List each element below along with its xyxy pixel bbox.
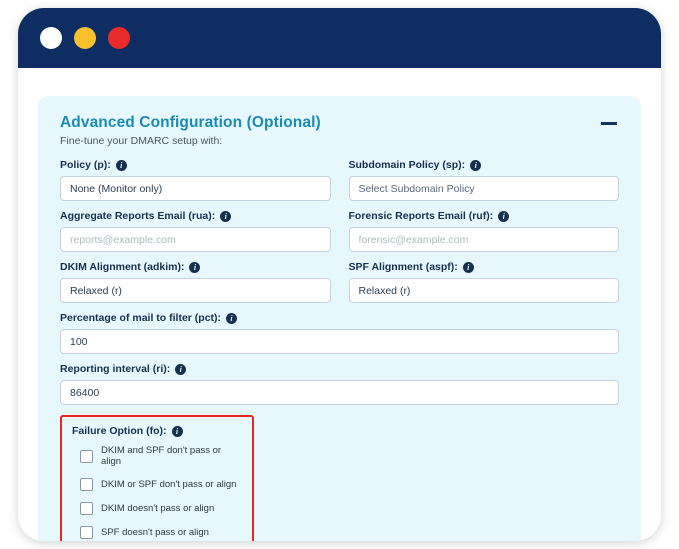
field-percentage (60, 312, 619, 354)
panel-subtitle: Fine-tune your DMARC setup with: (60, 135, 223, 147)
info-icon[interactable]: i (220, 211, 231, 222)
failure-option-group (60, 415, 254, 541)
dkim-alignment-select[interactable] (60, 278, 331, 303)
info-icon[interactable]: i (172, 426, 183, 437)
row-interval (60, 363, 619, 405)
field-dkim-alignment (60, 261, 331, 303)
advanced-configuration-panel (38, 96, 641, 541)
percentage-label-text: Percentage of mail to filter (pct): (60, 312, 222, 324)
field-spf-alignment (349, 261, 620, 303)
app-window (18, 8, 661, 541)
info-icon[interactable]: i (226, 313, 237, 324)
forensic-reports-label-text: Forensic Reports Email (ruf): (348, 210, 494, 222)
failure-option-checkbox-2[interactable] (80, 502, 93, 515)
failure-option-label (72, 425, 242, 437)
policy-label-text: Policy (p): (60, 159, 111, 171)
field-forensic-reports-email (349, 210, 620, 252)
page-body (18, 68, 661, 541)
spf-alignment-label-text: SPF Alignment (aspf): (348, 261, 458, 273)
aggregate-reports-label-text: Aggregate Reports Email (rua): (60, 210, 216, 222)
row-percentage (60, 312, 619, 354)
field-policy (60, 159, 331, 201)
subdomain-policy-label-text: Subdomain Policy (sp): (348, 159, 466, 171)
info-icon[interactable]: i (463, 262, 474, 273)
failure-option-text-0: DKIM and SPF don't pass or align (101, 445, 222, 467)
field-reporting-interval (60, 363, 619, 405)
subdomain-policy-select[interactable] (349, 176, 620, 201)
window-dot-white[interactable] (40, 27, 62, 49)
failure-option-text-3: SPF doesn't pass or align (101, 527, 209, 538)
interval-label (60, 363, 619, 375)
info-icon[interactable]: i (175, 364, 186, 375)
dkim-alignment-label-text: DKIM Alignment (adkim): (60, 261, 185, 273)
row-policy (60, 159, 619, 201)
interval-label-text: Reporting interval (ri): (60, 363, 171, 375)
spf-alignment-label (349, 261, 620, 273)
info-icon[interactable]: i (116, 160, 127, 171)
policy-label (60, 159, 331, 171)
forensic-reports-label (349, 210, 620, 222)
dkim-alignment-label (60, 261, 331, 273)
collapse-panel-button[interactable] (601, 122, 617, 125)
window-dot-yellow[interactable] (74, 27, 96, 49)
spf-alignment-select[interactable] (349, 278, 620, 303)
list-item[interactable] (80, 445, 242, 467)
policy-select[interactable] (60, 176, 331, 201)
interval-input[interactable] (60, 380, 619, 405)
aggregate-reports-label (60, 210, 331, 222)
list-item[interactable] (80, 526, 242, 539)
subdomain-policy-label (349, 159, 620, 171)
forensic-reports-input[interactable] (349, 227, 620, 252)
panel-header (60, 114, 619, 147)
list-item[interactable] (80, 502, 242, 515)
title-bar (18, 8, 661, 68)
row-alignment (60, 261, 619, 303)
field-aggregate-reports-email (60, 210, 331, 252)
failure-option-label-text: Failure Option (fo): (72, 425, 167, 437)
failure-option-checkbox-1[interactable] (80, 478, 93, 491)
failure-option-text-2: DKIM doesn't pass or align (101, 503, 215, 514)
failure-option-checkbox-3[interactable] (80, 526, 93, 539)
failure-option-checkbox-0[interactable] (80, 450, 93, 463)
info-icon[interactable]: i (189, 262, 200, 273)
percentage-input[interactable] (60, 329, 619, 354)
page-title: Advanced Configuration (Optional) (60, 114, 321, 131)
row-report-emails (60, 210, 619, 252)
info-icon[interactable]: i (470, 160, 481, 171)
window-dot-red[interactable] (108, 27, 130, 49)
aggregate-reports-input[interactable] (60, 227, 331, 252)
failure-option-text-1: DKIM or SPF don't pass or align (101, 479, 237, 490)
percentage-label (60, 312, 619, 324)
list-item[interactable] (80, 478, 242, 491)
info-icon[interactable]: i (498, 211, 509, 222)
field-subdomain-policy (349, 159, 620, 201)
